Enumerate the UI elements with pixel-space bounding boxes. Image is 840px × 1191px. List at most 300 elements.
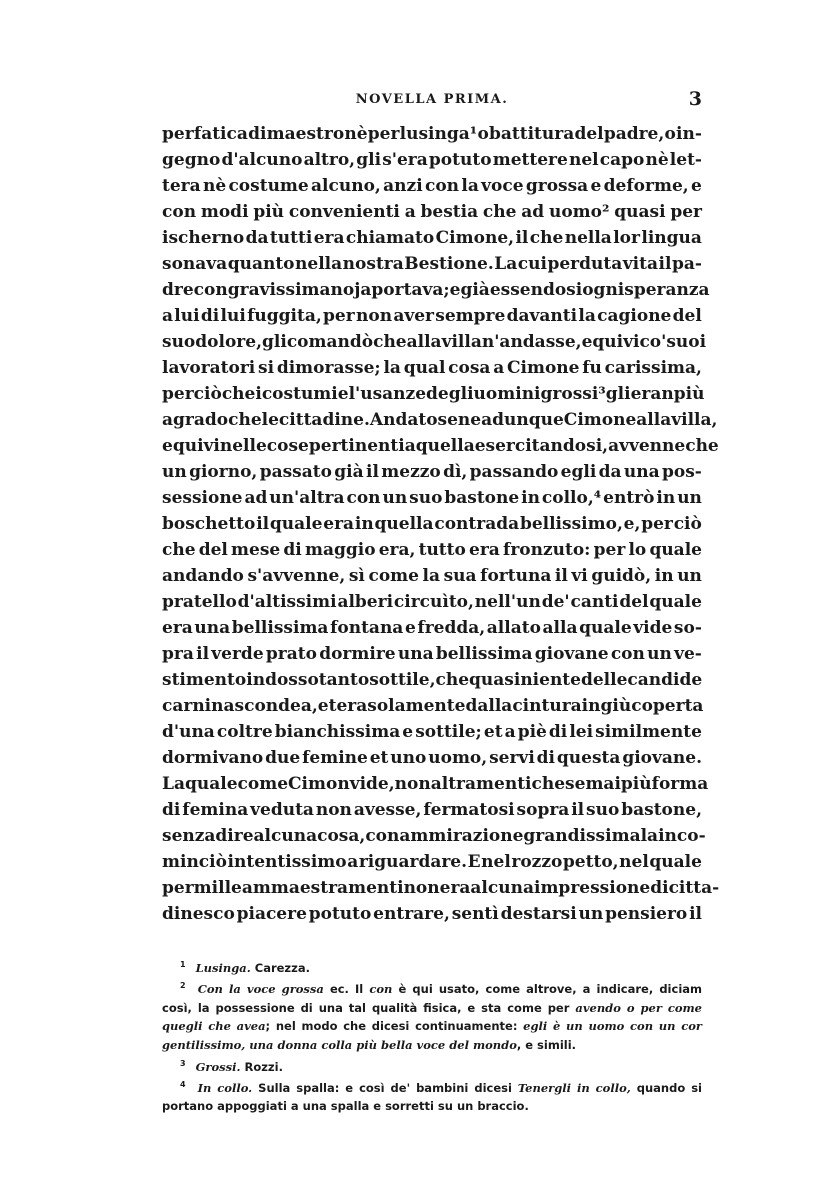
- word: ad: [521, 202, 545, 222]
- word: niente: [520, 670, 581, 690]
- word: una: [397, 644, 434, 664]
- word: era: [469, 540, 500, 560]
- word: Andatosene: [369, 410, 482, 430]
- word: gli: [262, 332, 287, 352]
- word: dosso: [265, 670, 319, 690]
- word: e: [449, 280, 461, 300]
- footnote-1: [162, 956, 702, 977]
- word: a: [493, 358, 505, 378]
- word: fronzuto:: [503, 540, 591, 560]
- footnote-number: 2: [180, 981, 186, 991]
- word: la: [383, 358, 401, 378]
- word: nè: [344, 124, 368, 144]
- footnote-term: con: [369, 982, 393, 997]
- word: mai: [585, 774, 621, 794]
- word: gli: [356, 150, 382, 170]
- word: sottile,: [369, 670, 436, 690]
- word: tanto: [318, 670, 370, 690]
- word: a: [404, 202, 416, 222]
- word: come: [368, 566, 419, 586]
- word: quella: [415, 436, 475, 456]
- word: quanto: [227, 254, 295, 274]
- footnote-term: avendo o per come quegli che avea: [162, 1000, 703, 1034]
- word: con: [346, 488, 381, 508]
- word: alla: [542, 618, 578, 638]
- word: questa: [556, 748, 621, 768]
- word: la: [578, 306, 596, 326]
- word: intentissimo: [227, 852, 347, 872]
- word: noja: [330, 280, 372, 300]
- word: coltre: [216, 722, 273, 742]
- text-line: [162, 667, 702, 693]
- word: cose: [266, 436, 309, 456]
- word: s'era: [382, 150, 428, 170]
- word: mettere: [492, 150, 568, 170]
- word: il: [366, 462, 379, 482]
- text-line: [162, 849, 702, 875]
- word: che: [685, 436, 719, 456]
- word: servi: [489, 748, 535, 768]
- word: di: [650, 878, 669, 898]
- word: d'altissimi: [237, 592, 337, 612]
- word: candide: [627, 670, 703, 690]
- text-line: [162, 407, 718, 433]
- word: so-: [673, 618, 702, 638]
- footnote-term: Tenergli in collo,: [517, 1080, 631, 1095]
- word: fu: [582, 358, 602, 378]
- word: lavoratori: [162, 358, 256, 378]
- text-line: [162, 901, 702, 927]
- text-line: [162, 615, 702, 641]
- word: per: [162, 384, 194, 404]
- word: in: [656, 488, 676, 508]
- footnote-term: egli è un uomo con un cor gentilissimo, una donna colla più bella voce del mondo: [162, 1019, 702, 1053]
- word: due: [265, 748, 301, 768]
- word: riguardare.: [358, 852, 468, 872]
- word: modi: [200, 202, 249, 222]
- word: bastone,: [621, 800, 702, 820]
- word: passando: [469, 462, 559, 482]
- word: con: [424, 176, 460, 196]
- word: bellissima: [435, 644, 533, 664]
- word: in: [354, 514, 374, 534]
- word: guidò,: [591, 566, 652, 586]
- word: quella: [374, 514, 434, 534]
- word: impressione: [533, 878, 651, 898]
- word: piè: [517, 722, 547, 742]
- text-line: [162, 329, 707, 355]
- word: La: [494, 254, 518, 274]
- word: ad: [244, 488, 268, 508]
- word: let-: [669, 150, 702, 170]
- word: per: [670, 202, 702, 222]
- word: un'altra: [269, 488, 345, 508]
- word: cosa: [448, 358, 491, 378]
- word: era: [323, 514, 355, 534]
- word: grado: [173, 410, 229, 430]
- word: un: [647, 644, 672, 664]
- word: era: [162, 618, 193, 638]
- word: mezzo: [381, 462, 441, 482]
- word: i: [255, 384, 262, 404]
- word: un: [677, 488, 702, 508]
- footnote-text: ; nel modo che dicesi continuamente:: [265, 1019, 518, 1034]
- word: degli: [426, 384, 474, 404]
- word: La: [162, 774, 185, 794]
- word: entrare,: [373, 904, 450, 924]
- footnote-2: [162, 977, 702, 1054]
- word: fortuna: [480, 566, 552, 586]
- word: non: [356, 306, 393, 326]
- word: lor: [613, 228, 640, 248]
- word: potuto: [428, 150, 492, 170]
- word: dormire: [319, 644, 396, 664]
- footnote-text: Carezza.: [254, 960, 310, 975]
- word: giovane.: [622, 748, 702, 768]
- text-line: [162, 303, 702, 329]
- word: deforme,: [603, 176, 689, 196]
- word: villa,: [671, 410, 718, 430]
- word: cagione: [597, 306, 672, 326]
- word: petto,: [562, 852, 619, 872]
- word: pa-: [671, 254, 702, 274]
- word: e: [162, 436, 173, 456]
- word: in-: [676, 124, 702, 144]
- word: a: [162, 410, 174, 430]
- word: carni: [162, 696, 212, 716]
- word: come: [237, 774, 289, 794]
- text-line: [162, 433, 719, 459]
- word: verde: [211, 644, 264, 664]
- word: entrò: [603, 488, 655, 508]
- word: si: [258, 358, 275, 378]
- word: lusinga¹: [399, 124, 478, 144]
- footnote-term: Grossi.: [195, 1059, 241, 1074]
- word: uomo²: [548, 202, 610, 222]
- word: più: [253, 202, 285, 222]
- word: con: [365, 826, 400, 846]
- text-line: [162, 225, 702, 251]
- text-line: [162, 693, 702, 719]
- text-line: [162, 121, 702, 147]
- word: alla: [406, 332, 442, 352]
- text-line: [162, 797, 702, 823]
- word: cosa,: [317, 826, 366, 846]
- word: quivi: [592, 332, 640, 352]
- word: vi: [571, 566, 588, 586]
- word: nel: [619, 852, 649, 872]
- page-header: [162, 90, 702, 114]
- word: dì,: [443, 462, 468, 482]
- word: sempre: [435, 306, 506, 326]
- word: un: [578, 904, 604, 924]
- word: davanti: [506, 306, 578, 326]
- word: co'suoi: [639, 332, 707, 352]
- word: speranza: [624, 280, 710, 300]
- word: da: [598, 462, 622, 482]
- footnote-term: Lusinga.: [195, 960, 251, 975]
- word: tutti: [269, 228, 313, 248]
- word: uomo,: [428, 748, 488, 768]
- word: lei: [569, 722, 594, 742]
- word: di: [200, 306, 220, 326]
- word: uomini: [473, 384, 541, 404]
- word: uno: [390, 748, 427, 768]
- word: grossa: [525, 176, 589, 196]
- word: et: [369, 748, 389, 768]
- word: fuggita,: [247, 306, 322, 326]
- word: pensiero: [605, 904, 688, 924]
- word: pertinenti: [308, 436, 405, 456]
- word: nella: [564, 228, 612, 248]
- word: e: [691, 176, 702, 196]
- word: battitura: [488, 124, 575, 144]
- word: un: [677, 566, 702, 586]
- word: che: [373, 332, 407, 352]
- word: cintura: [512, 696, 582, 716]
- word: alla: [636, 410, 672, 430]
- word: alberi: [337, 592, 394, 612]
- word: nella: [295, 254, 343, 274]
- word: dinesco: [162, 904, 235, 924]
- word: con: [193, 280, 228, 300]
- word: chiamato: [345, 228, 435, 248]
- footnote-text: è qui usato, come altrove, a indicare, diciam così, la possessione di una tal qualità fisica, e sta come per: [162, 982, 703, 1015]
- word: canti: [570, 592, 619, 612]
- word: et: [483, 722, 503, 742]
- word: altramenti: [430, 774, 532, 794]
- text-line: [162, 745, 702, 771]
- word: il: [196, 644, 210, 664]
- word: nell'un: [474, 592, 541, 612]
- word: circuìto,: [393, 592, 474, 612]
- word: lui: [220, 306, 246, 326]
- word: e,: [623, 514, 641, 534]
- word: stimento: [162, 670, 247, 690]
- word: una: [623, 462, 660, 482]
- word: lingua: [641, 228, 702, 248]
- word: lo: [628, 540, 647, 560]
- word: anzi: [383, 176, 423, 196]
- word: in: [581, 696, 601, 716]
- word: nascondea,: [211, 696, 318, 716]
- footnote-term: In collo.: [197, 1080, 253, 1095]
- word: quasi: [614, 202, 666, 222]
- word: per: [641, 514, 673, 534]
- word: dolore,: [195, 332, 262, 352]
- word: quale: [649, 592, 702, 612]
- word: avvenne: [608, 436, 686, 456]
- word: il: [256, 514, 270, 534]
- word: et: [317, 696, 337, 716]
- word: esercitandosi,: [474, 436, 609, 456]
- word: de': [541, 592, 570, 612]
- word: maggio: [304, 540, 376, 560]
- footnote-4: [162, 1076, 702, 1116]
- word: quasi: [469, 670, 521, 690]
- word: villa: [441, 332, 482, 352]
- word: sua: [443, 566, 477, 586]
- word: vita: [622, 254, 658, 274]
- word: adunque: [481, 410, 564, 430]
- word: suo: [162, 332, 196, 352]
- word: sonava: [162, 254, 228, 274]
- body-text: [162, 121, 720, 927]
- word: grossi³: [540, 384, 606, 404]
- word: piacere: [236, 904, 307, 924]
- word: bestia: [420, 202, 479, 222]
- word: era: [439, 878, 471, 898]
- word: alcuna: [470, 878, 534, 898]
- word: che: [228, 410, 262, 430]
- word: la: [640, 826, 659, 846]
- word: pra: [162, 644, 194, 664]
- word: vide,: [349, 774, 395, 794]
- word: Cimone: [563, 410, 637, 430]
- word: ve-: [674, 644, 702, 664]
- word: con: [610, 644, 645, 664]
- footnotes: [162, 956, 702, 1116]
- word: il: [689, 904, 702, 924]
- word: per: [593, 540, 626, 560]
- word: pratello: [162, 592, 237, 612]
- word: che: [482, 202, 517, 222]
- word: sottile;: [415, 722, 482, 742]
- word: più: [673, 384, 705, 404]
- word: di: [162, 800, 181, 820]
- text-line: [162, 277, 710, 303]
- word: l'usanze: [348, 384, 427, 404]
- text-line: [162, 875, 720, 901]
- word: maestro: [266, 124, 345, 144]
- word: bastone: [444, 488, 520, 508]
- word: già: [334, 462, 364, 482]
- word: vide: [633, 618, 673, 638]
- word: pos-: [661, 462, 702, 482]
- word: destarsi: [500, 904, 577, 924]
- text-line: [162, 771, 709, 797]
- footnote-number: 4: [180, 1080, 186, 1090]
- text-line: [162, 589, 702, 615]
- word: bianchissima: [274, 722, 401, 742]
- word: aver: [393, 306, 435, 326]
- word: sessione: [162, 488, 243, 508]
- word: nel: [481, 852, 511, 872]
- word: delle: [580, 670, 628, 690]
- word: il: [571, 800, 585, 820]
- word: il: [658, 254, 672, 274]
- word: suo: [409, 488, 443, 508]
- footnote-3: [162, 1055, 702, 1076]
- word: sentì: [451, 904, 499, 924]
- footnote-text: , e simili.: [516, 1038, 577, 1053]
- word: similmente: [595, 722, 702, 742]
- word: gegno: [162, 150, 221, 170]
- word: non: [394, 774, 431, 794]
- word: ischerno: [162, 228, 245, 248]
- word: che: [531, 774, 566, 794]
- word: bellissimo,: [519, 514, 623, 534]
- word: andando: [162, 566, 244, 586]
- word: fredda,: [417, 618, 486, 638]
- word: prato: [265, 644, 317, 664]
- word: era: [313, 228, 345, 248]
- word: una: [194, 618, 231, 638]
- word: per: [367, 124, 400, 144]
- word: costume: [228, 176, 309, 196]
- word: dre: [162, 280, 194, 300]
- word: fermatosi: [423, 800, 515, 820]
- word: ciò: [673, 514, 702, 534]
- word: nel: [568, 150, 599, 170]
- word: già: [460, 280, 490, 300]
- word: voce: [481, 176, 524, 196]
- word: n'andasse,: [481, 332, 582, 352]
- word: citta-: [668, 878, 720, 898]
- word: padre,: [603, 124, 665, 144]
- word: d'una: [162, 722, 215, 742]
- word: e: [581, 332, 593, 352]
- word: ciò: [193, 384, 222, 404]
- word: boschetto: [162, 514, 256, 534]
- word: tutto: [418, 540, 466, 560]
- word: allato: [486, 618, 541, 638]
- word: sì: [348, 566, 365, 586]
- word: rozzo: [511, 852, 563, 872]
- word: di: [283, 540, 302, 560]
- word: nè: [202, 176, 227, 196]
- word: un: [162, 462, 187, 482]
- word: a: [162, 306, 174, 326]
- word: giovane: [534, 644, 609, 664]
- word: perduta: [547, 254, 623, 274]
- word: più: [620, 774, 652, 794]
- word: forma: [651, 774, 709, 794]
- word: il: [554, 566, 568, 586]
- word: e: [590, 176, 602, 196]
- word: potuto: [308, 904, 372, 924]
- word: e: [404, 618, 416, 638]
- text-line: [162, 459, 702, 485]
- word: che: [529, 228, 564, 248]
- word: ammirazione: [399, 826, 524, 846]
- word: mese: [231, 540, 281, 560]
- footnote-text: Rozzi.: [244, 1059, 283, 1074]
- word: che: [162, 540, 196, 560]
- word: dalla: [465, 696, 513, 716]
- text-line: [162, 199, 702, 225]
- footnote-number: 1: [180, 960, 186, 969]
- word: non: [315, 800, 352, 820]
- word: quivi: [172, 436, 220, 456]
- word: d'alcuno: [221, 150, 303, 170]
- word: cui: [517, 254, 547, 274]
- footnote-text: quando si portano appoggiati a una spalla e sorretti su un braccio.: [162, 1080, 702, 1114]
- word: del: [574, 124, 604, 144]
- word: del: [672, 306, 702, 326]
- word: non: [403, 878, 440, 898]
- text-line: [162, 537, 702, 563]
- word: quale: [184, 774, 238, 794]
- word: minciò: [162, 852, 227, 872]
- footnote-text: Sulla spalla: e così de' bambini dicesi: [258, 1080, 512, 1095]
- word: di: [548, 722, 568, 742]
- word: ogni: [582, 280, 625, 300]
- word: per: [162, 878, 194, 898]
- word: bellissima: [231, 618, 329, 638]
- text-line: [162, 823, 706, 849]
- word: femina: [182, 800, 249, 820]
